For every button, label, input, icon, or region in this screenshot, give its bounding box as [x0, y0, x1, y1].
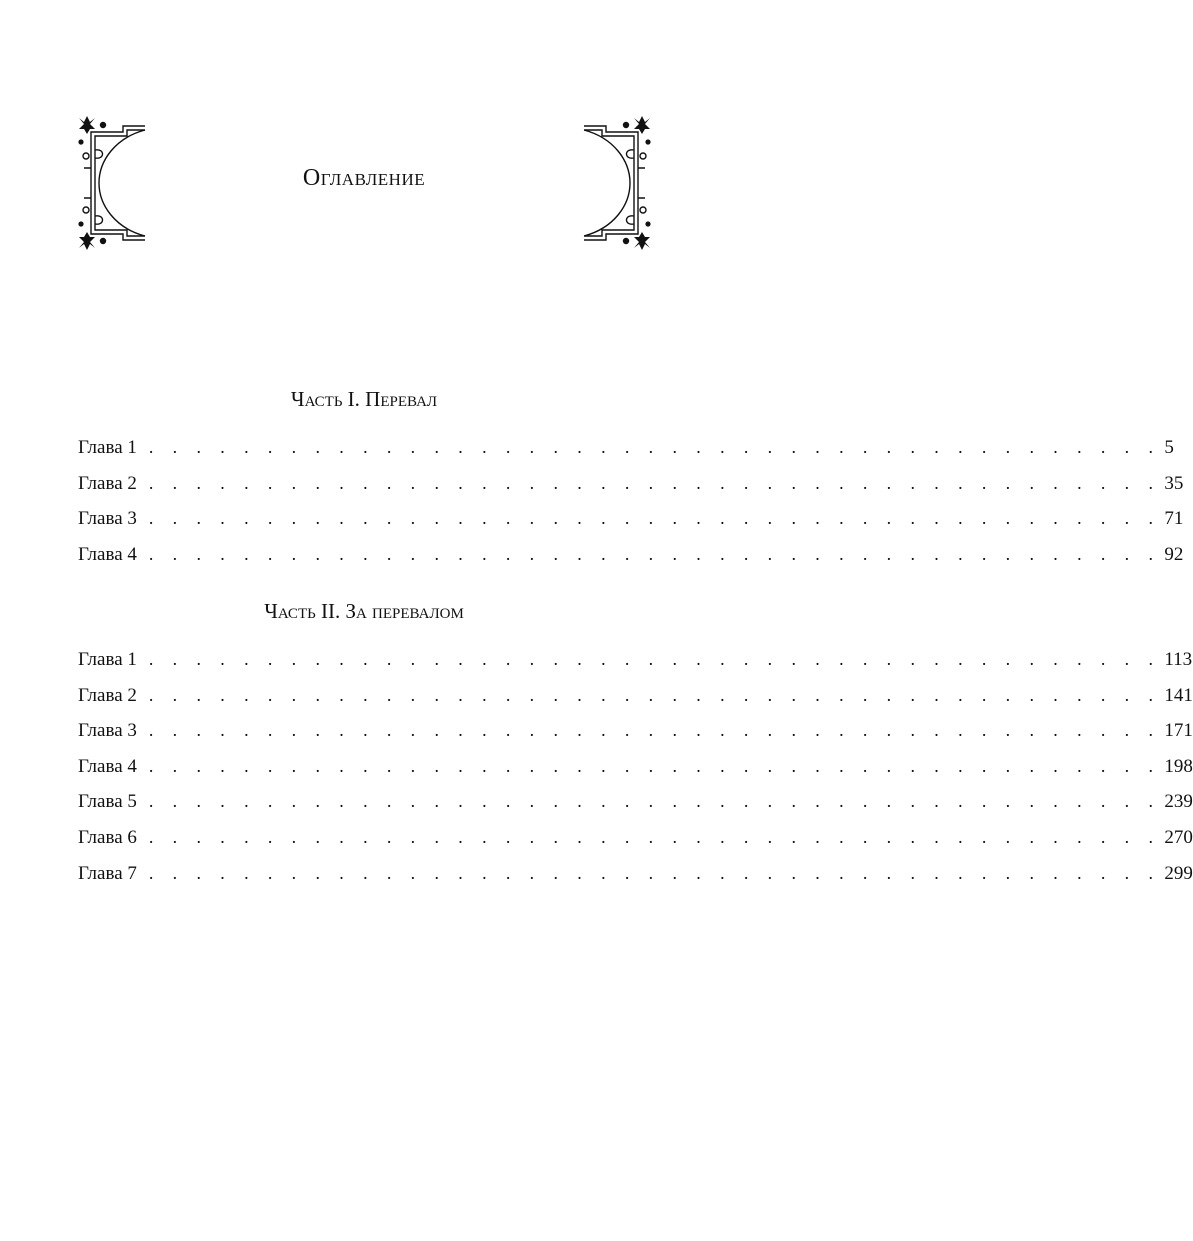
- dot-leader: . . . . . . . . . . . . . . . . . . . . . . . . . . . . . . . . . . . . . . . . . . .: [148, 720, 1161, 741]
- page-number: 113: [1164, 649, 1193, 670]
- toc-entry[interactable]: [78, 472, 1184, 509]
- toc-entry[interactable]: [78, 437, 1174, 473]
- dot-leader: . . . . . . . . . . . . . . . . . . . . . . . . . . . . . . . . . . . . . . . . . . .: [148, 862, 1161, 883]
- chapter-label: Глава 6: [78, 826, 137, 848]
- page-number: 71: [1164, 508, 1184, 530]
- toc-entry[interactable]: [78, 508, 1184, 544]
- page-number: 35: [1164, 472, 1184, 494]
- page-number: 171: [1164, 720, 1193, 742]
- chapter-label: Глава 5: [78, 791, 137, 813]
- page-number: 239: [1164, 791, 1193, 813]
- chapter-label: Глава 3: [78, 720, 137, 742]
- page-number: 270: [1164, 826, 1193, 848]
- chapter-label: Глава 4: [78, 755, 137, 777]
- toc-title: Оглавление: [302, 165, 426, 191]
- chapter-label: Глава 7: [78, 862, 137, 884]
- toc-entry[interactable]: [78, 684, 1193, 721]
- chapter-list: [78, 437, 1184, 579]
- chapter-label: Глава 4: [78, 543, 137, 565]
- dot-leader: . . . . . . . . . . . . . . . . . . . . . . . . . . . . . . . . . . . . . . . . . . .: [148, 684, 1161, 705]
- page-number: 92: [1164, 543, 1184, 565]
- chapter-label: Глава 1: [78, 437, 137, 458]
- dot-leader: . . . . . . . . . . . . . . . . . . . . . . . . . . . . . . . . . . . . . . . . . . .: [148, 508, 1161, 529]
- toc-entry[interactable]: [78, 755, 1193, 792]
- toc-entry[interactable]: [78, 826, 1193, 863]
- dot-leader: . . . . . . . . . . . . . . . . . . . . . . . . . . . . . . . . . . . . . . . . . . .: [148, 755, 1161, 776]
- page-number: 5: [1164, 437, 1174, 458]
- page-number: 198: [1164, 755, 1193, 777]
- dot-leader: . . . . . . . . . . . . . . . . . . . . . . . . . . . . . . . . . . . . . . . . . . .: [148, 472, 1161, 493]
- dot-leader: . . . . . . . . . . . . . . . . . . . . . . . . . . . . . . . . . . . . . . . . . . .: [148, 791, 1161, 812]
- dot-leader: . . . . . . . . . . . . . . . . . . . . . . . . . . . . . . . . . . . . . . . . . . .: [148, 437, 1161, 457]
- chapter-label: Глава 1: [78, 649, 137, 670]
- toc-entry[interactable]: [78, 720, 1193, 756]
- toc-entry[interactable]: [78, 649, 1193, 685]
- page-number: 141: [1164, 684, 1193, 706]
- part-heading: Часть II. За перевалом: [264, 599, 464, 623]
- dot-leader: . . . . . . . . . . . . . . . . . . . . . . . . . . . . . . . . . . . . . . . . . . .: [148, 543, 1161, 564]
- dot-leader: . . . . . . . . . . . . . . . . . . . . . . . . . . . . . . . . . . . . . . . . . . .: [148, 649, 1161, 669]
- chapter-label: Глава 3: [78, 508, 137, 530]
- dot-leader: . . . . . . . . . . . . . . . . . . . . . . . . . . . . . . . . . . . . . . . . . . .: [148, 826, 1161, 847]
- part-heading: Часть I. Перевал: [290, 387, 438, 411]
- toc-entry[interactable]: [78, 791, 1193, 827]
- toc-entry[interactable]: [78, 543, 1184, 580]
- toc-entry[interactable]: [78, 862, 1193, 899]
- chapter-list: [78, 649, 1193, 898]
- page-number: 299: [1164, 862, 1193, 884]
- chapter-label: Глава 2: [78, 684, 137, 706]
- chapter-label: Глава 2: [78, 472, 137, 494]
